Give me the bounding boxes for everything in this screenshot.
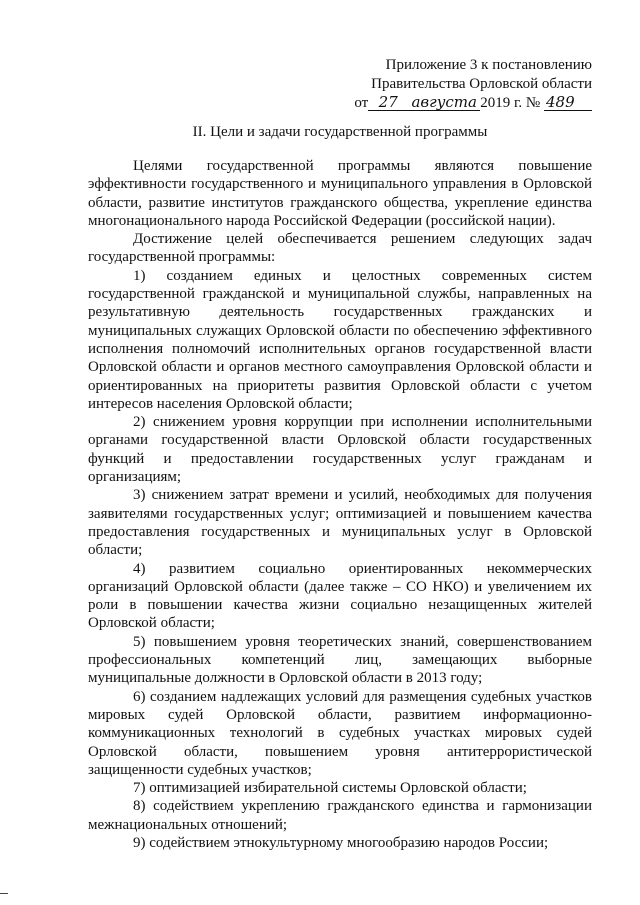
document-body — [88, 157, 592, 852]
task-item-9: 9) содействием этнокультурному многообразию народов России; — [133, 834, 549, 851]
appendix-line-1: Приложение 3 к постановлению — [385, 57, 592, 73]
section-title: II. Цели и задачи государственной программы — [192, 124, 488, 140]
task-item-7: 7) оптимизацией избирательной системы Орловской области; — [133, 780, 527, 797]
appendix-header — [330, 56, 592, 113]
task-item-2: 2) снижением уровня коррупции при исполнении исполнительными органами государственной власти Орловской области государственных функций и предоставлении государственных услуг гражданам и организациям; — [88, 414, 592, 486]
task-item-5: 5) повышением уровня теоретических знаний, совершенствованием профессиональных компетенций лиц, замещающих выборные муниципальные должности в Орловской области в 2013 году; — [88, 633, 592, 687]
paragraph-goals: Целями государственной программы являются повышение эффективности государственного и муниципального управления в Орловской области, развитие институтов гражданского общества, укрепление единства многонационального народа Российской Федерации (российской нации). — [88, 158, 592, 229]
task-item-3: 3) снижением затрат времени и усилий, необходимых для получения заявителями государственных услуг; оптимизацией и повышением качества предоставления государственных и муниципальных услуг в Орловской области; — [88, 487, 592, 559]
task-item-1: 1) созданием единых и целостных современных систем государственной гражданской и муниципальной службы, направленных на результативную деятельность государственных гражданских и муниципальных служащих Орловской области по обеспечению эффективного исполнения полномочий исполнительных органов государственной власти Орловской области и органов местного самоуправления Орловской области и ориентированных на приоритеты развития Орловской области с учетом интересов населения Орловской области; — [88, 267, 592, 412]
date-day-handwritten: 27 — [368, 94, 408, 111]
task-item-4: 4) развитием социально ориентированных некоммерческих организаций Орловской области (далее также – СО НКО) и увеличением их роли в повышении качества жизни социально незащищенных жителей Орловской области; — [88, 560, 592, 632]
date-month-handwritten: августа — [408, 94, 480, 111]
date-prefix: от — [354, 95, 369, 111]
appendix-date-line — [330, 94, 592, 113]
appendix-line-2: Правительства Орловской области — [371, 76, 592, 92]
task-item-8: 8) содействием укреплению гражданского единства и гармонизации межнациональных отношений; — [88, 798, 592, 833]
date-year: 2019 г. № — [480, 95, 541, 111]
document-number-handwritten: 489 — [544, 94, 592, 111]
paragraph-tasks-intro: Достижение целей обеспечивается решением следующих задач государственной программы: — [88, 231, 592, 266]
task-item-6: 6) созданием надлежащих условий для размещения судебных участков мировых судей Орловской области, развитием информационно-коммуникационных технологий в судебных участках мировых судей Орловской области, повышением уровня антитеррористической защищенности судебных участков; — [88, 688, 592, 778]
scan-edge-mark — [0, 893, 8, 894]
